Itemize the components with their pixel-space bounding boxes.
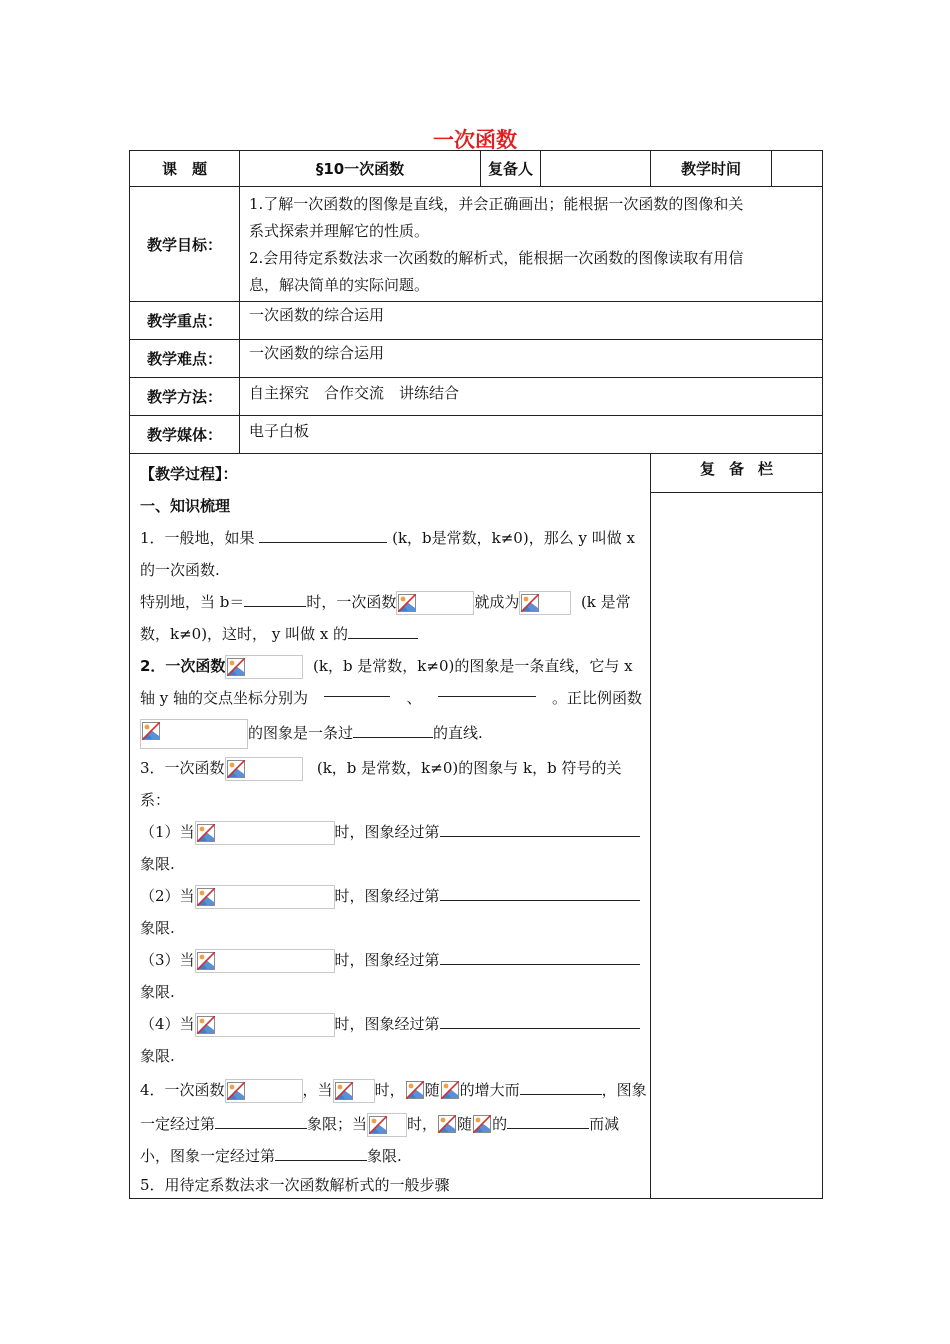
answer-blank[interactable] (275, 1146, 367, 1161)
answer-blank[interactable] (215, 1114, 307, 1129)
variable-image (437, 1113, 457, 1137)
formula-image (225, 757, 303, 781)
broken-image-icon (335, 1082, 353, 1100)
condition-image (195, 949, 335, 973)
media-row (130, 416, 823, 454)
answer-blank[interactable] (348, 624, 418, 639)
document-title: 一次函数 (433, 128, 517, 152)
broken-image-icon (227, 760, 245, 778)
formula-image (519, 591, 571, 615)
key-value: 一次函数的综合运用 (240, 302, 823, 340)
broken-image-icon (197, 952, 215, 970)
q3-line1: 3．一次函数 (k，b 是常数，k≠0)的图象与 k，b 符号的关 (140, 752, 642, 784)
key-label: 教学重点： (130, 302, 240, 340)
answer-blank[interactable] (507, 1114, 589, 1129)
time-value (772, 151, 823, 187)
broken-image-icon (142, 722, 160, 740)
goal-line: 系式探索并理解它的性质。 (249, 222, 430, 240)
q4-line3: 小，图象一定经过第 象限. (140, 1147, 402, 1165)
broken-image-icon (473, 1115, 491, 1133)
answer-blank[interactable] (440, 950, 640, 965)
broken-image-icon (398, 594, 416, 612)
goal-line: 2.会用待定系数法求一次函数的解析式，能根据一次函数的图像读取有用信 (249, 249, 744, 267)
variable-image (405, 1079, 425, 1103)
q3-case: （4）当 时，图象经过第 (140, 1008, 642, 1040)
q3-case: （2）当 时，图象经过第 (140, 880, 642, 912)
broken-image-icon (441, 1081, 459, 1099)
broken-image-icon (227, 1082, 245, 1100)
answer-blank[interactable] (259, 528, 387, 543)
condition-image (195, 885, 335, 909)
review-column (651, 454, 823, 1199)
answer-blank[interactable] (438, 682, 536, 697)
q3-case-end: 象限. (140, 983, 175, 1001)
broken-image-icon (438, 1115, 456, 1133)
q3-case-end: 象限. (140, 855, 175, 873)
q3-line2: 系： (140, 791, 171, 809)
broken-image-icon (521, 594, 539, 612)
goals-row (130, 187, 823, 302)
method-value: 自主探究 合作交流 讲练结合 (240, 378, 823, 416)
lesson-plan-table (129, 150, 823, 1199)
answer-blank[interactable] (440, 822, 640, 837)
answer-blank[interactable] (440, 886, 640, 901)
answer-blank[interactable] (440, 1014, 640, 1029)
process-row (130, 454, 823, 1199)
topic-value: §10一次函数 (240, 151, 481, 187)
q4-line2: 一定经过第 象限；当 时， 随 的 而减 (140, 1108, 642, 1140)
goals-label: 教学目标： (130, 187, 240, 302)
process-heading: 【教学过程】： (140, 465, 238, 483)
method-label: 教学方法： (130, 378, 240, 416)
formula-image (225, 655, 303, 679)
reviewer-label: 复备人 (481, 151, 541, 187)
condition-image (195, 821, 335, 845)
q1-line1: 1．一般地，如果 (k，b是常数，k≠0)，那么 y 叫做 x (140, 529, 635, 547)
q3-case-end: 象限. (140, 919, 175, 937)
answer-blank[interactable] (353, 723, 433, 738)
broken-image-icon (197, 1016, 215, 1034)
broken-image-icon (197, 824, 215, 842)
q2-line2: 轴 y 轴的交点坐标分别为 、 。正比例函数 (140, 682, 642, 714)
q2-line1: 2．一次函数 (k，b 是常数，k≠0)的图象是一条直线，它与 x (140, 650, 642, 682)
difficulty-value: 一次函数的综合运用 (240, 340, 823, 378)
formula-image (225, 1079, 303, 1103)
difficulty-label: 教学难点： (130, 340, 240, 378)
q1-line3: 特别地，当 b＝ 时，一次函数 就成为 (k 是常 (140, 586, 642, 618)
review-column-heading: 复备栏 (651, 454, 822, 493)
broken-image-icon (406, 1081, 424, 1099)
q1-line2: 的一次函数. (140, 561, 220, 579)
formula-image (396, 591, 474, 615)
media-label: 教学媒体： (130, 416, 240, 454)
header-row (130, 151, 823, 187)
key-row (130, 302, 823, 340)
condition-image (333, 1079, 375, 1103)
broken-image-icon (197, 888, 215, 906)
section-heading: 一、知识梳理 (140, 497, 231, 515)
q2-line3: 的图象是一条过 的直线. (140, 714, 642, 752)
reviewer-value (541, 151, 651, 187)
q5-line: 5．用待定系数法求一次函数解析式的一般步骤 (140, 1176, 450, 1194)
broken-image-icon (369, 1116, 387, 1134)
difficulty-row (130, 340, 823, 378)
answer-blank[interactable] (324, 682, 390, 697)
time-label: 教学时间 (651, 151, 772, 187)
method-row (130, 378, 823, 416)
answer-blank[interactable] (520, 1080, 602, 1095)
q3-case: （1）当 时，图象经过第 (140, 816, 642, 848)
media-value: 电子白板 (240, 416, 823, 454)
condition-image (367, 1113, 407, 1137)
teaching-process (130, 454, 651, 1199)
condition-image (195, 1013, 335, 1037)
goal-line: 息，解决简单的实际问题。 (249, 276, 430, 294)
q4-line1: 4．一次函数 ，当 时， 随 的增大而 ，图象 (140, 1072, 642, 1108)
q3-case: （3）当 时，图象经过第 (140, 944, 642, 976)
q3-case-end: 象限. (140, 1047, 175, 1065)
goal-line: 1.了解一次函数的图像是直线，并会正确画出；能根据一次函数的图像和关 (249, 195, 744, 213)
variable-image (472, 1113, 492, 1137)
variable-image (440, 1079, 460, 1103)
broken-image-icon (227, 658, 245, 676)
answer-blank[interactable] (244, 592, 306, 607)
q1-line4: 数，k≠0)，这时， y 叫做 x 的 (140, 618, 642, 650)
goals-content (240, 187, 823, 302)
formula-image (140, 719, 248, 749)
topic-label: 课 题 (130, 151, 240, 187)
